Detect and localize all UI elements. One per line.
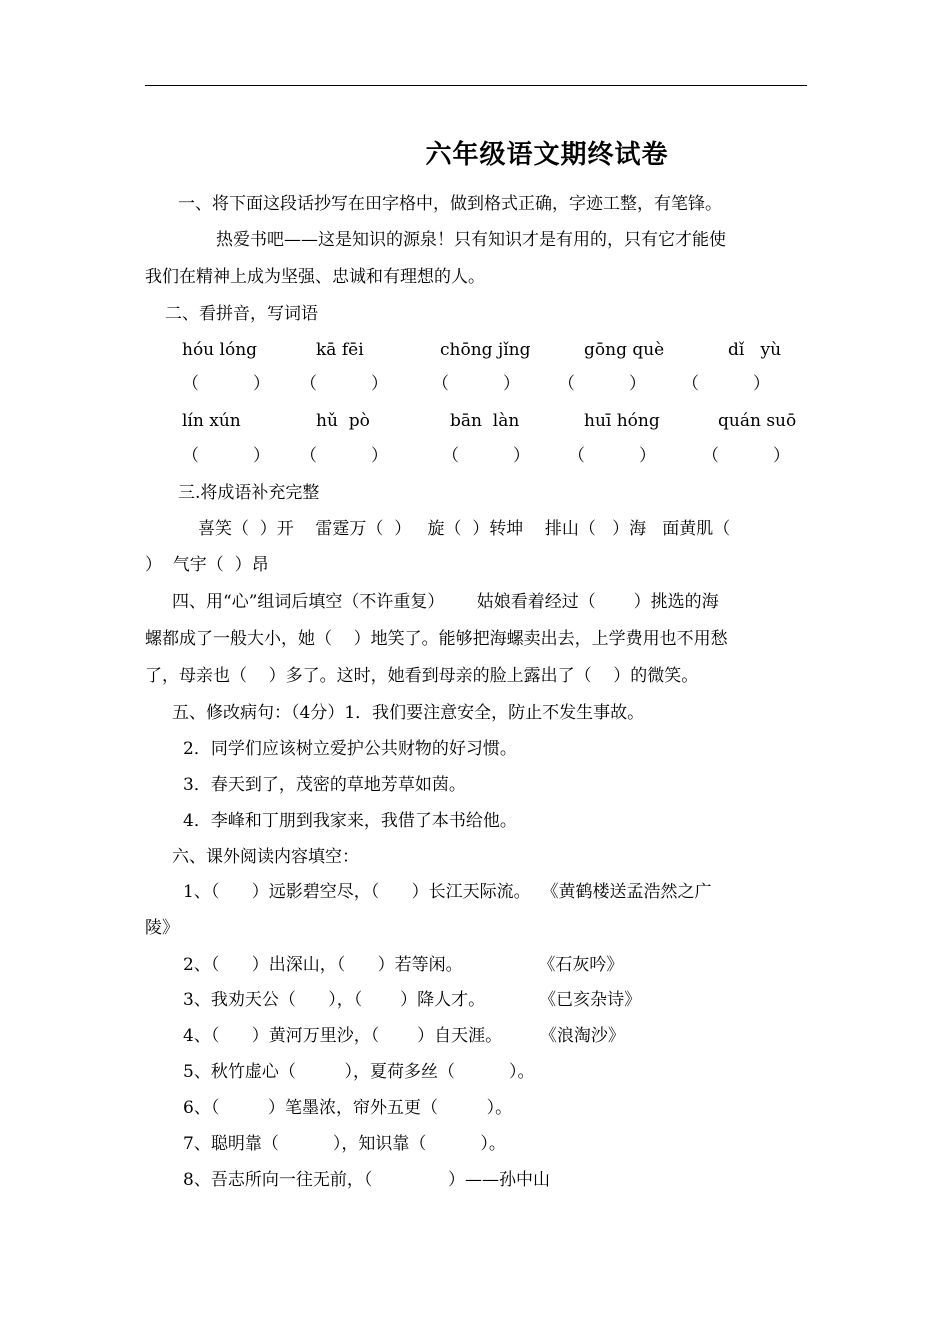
section6-question: 六、课外阅读内容填空： bbox=[172, 847, 359, 867]
section5-line4: 4．李峰和丁朋到我家来，我借了本书给他。 bbox=[183, 811, 517, 831]
pinyin-4: gōng què bbox=[584, 340, 665, 360]
section3-line1: 喜笑（ ）开 雷霆万（ ） 旋（ ）转坤 排山（ ）海 面黄肌（ bbox=[198, 519, 731, 539]
section1-text-line1: 热爱书吧——这是知识的源泉！只有知识才是有用的，只有它才能使 bbox=[216, 230, 726, 250]
answer-blank-10[interactable]: （ ） bbox=[702, 446, 791, 466]
section6-item7: 7、聪明靠（ ），知识靠（ ）。 bbox=[183, 1134, 506, 1154]
pinyin-1: hóu lóng bbox=[182, 340, 258, 360]
pinyin-9: huī hóng bbox=[584, 411, 660, 431]
section4-line2: 螺都成了一般大小，她（ ）地笑了。能够把海螺卖出去，上学费用也不用愁 bbox=[145, 629, 728, 649]
section5-line3: 3．春天到了，茂密的草地芳草如茵。 bbox=[183, 775, 466, 795]
answer-blank-6[interactable]: （ ） bbox=[182, 446, 271, 466]
section3-question: 三.将成语补充完整 bbox=[178, 483, 320, 503]
page-title: 六年级语文期终试卷 bbox=[425, 140, 669, 170]
pinyin-5: dǐ yù bbox=[728, 340, 782, 360]
section6-item5: 5、秋竹虚心（ ），夏荷多丝（ ）。 bbox=[183, 1062, 535, 1082]
section6-item1-cont: 陵》 bbox=[145, 918, 179, 938]
answer-blank-7[interactable]: （ ） bbox=[300, 446, 389, 466]
section6-item3: 3、我劝天公（ ），（ ）降人才。 《已亥杂诗》 bbox=[183, 990, 642, 1010]
pinyin-2: kā fēi bbox=[316, 340, 364, 360]
pinyin-3: chōng jǐng bbox=[440, 340, 531, 360]
section6-item2: 2、（ ）出深山，（ ）若等闲。 《石灰吟》 bbox=[183, 955, 624, 975]
section2-question: 二、看拼音，写词语 bbox=[165, 304, 318, 324]
section4-line1: 四、用“心”组词后填空（不许重复） 姑娘看着经过（ ）挑选的海 bbox=[172, 592, 719, 612]
answer-blank-9[interactable]: （ ） bbox=[568, 446, 657, 466]
header-rule bbox=[145, 85, 807, 86]
answer-blank-4[interactable]: （ ） bbox=[558, 374, 647, 394]
section6-item6: 6、（ ）笔墨浓，帘外五更（ ）。 bbox=[183, 1098, 513, 1118]
section4-line3: 了，母亲也（ ）多了。这时，她看到母亲的脸上露出了（ ）的微笑。 bbox=[145, 666, 699, 686]
answer-blank-3[interactable]: （ ） bbox=[432, 374, 521, 394]
section5-line1: 五、修改病句：（4分）1．我们要注意安全，防止不发生事故。 bbox=[172, 703, 645, 723]
section6-item4: 4、（ ）黄河万里沙，（ ）自天涯。 《浪淘沙》 bbox=[183, 1026, 625, 1046]
answer-blank-1[interactable]: （ ） bbox=[182, 374, 271, 394]
section6-item1: 1、（ ）远影碧空尽，（ ）长江天际流。 《黄鹤楼送孟浩然之广 bbox=[183, 882, 712, 902]
pinyin-8: bān làn bbox=[450, 411, 520, 431]
section1-text-line2: 我们在精神上成为坚强、忠诚和有理想的人。 bbox=[145, 267, 485, 287]
pinyin-6: lín xún bbox=[182, 411, 241, 431]
answer-blank-2[interactable]: （ ） bbox=[300, 374, 389, 394]
pinyin-7: hǔ pò bbox=[316, 411, 370, 431]
section3-line2: ） 气宇（ ）昂 bbox=[145, 555, 269, 575]
pinyin-10: quán suō bbox=[718, 411, 797, 431]
section5-line2: 2．同学们应该树立爱护公共财物的好习惯。 bbox=[183, 739, 517, 759]
section1-question: 一、将下面这段话抄写在田字格中，做到格式正确，字迹工整，有笔锋。 bbox=[178, 194, 722, 214]
answer-blank-5[interactable]: （ ） bbox=[682, 374, 771, 394]
answer-blank-8[interactable]: （ ） bbox=[442, 446, 531, 466]
section6-item8: 8、吾志所向一往无前，（ ）——孙中山 bbox=[183, 1170, 550, 1190]
